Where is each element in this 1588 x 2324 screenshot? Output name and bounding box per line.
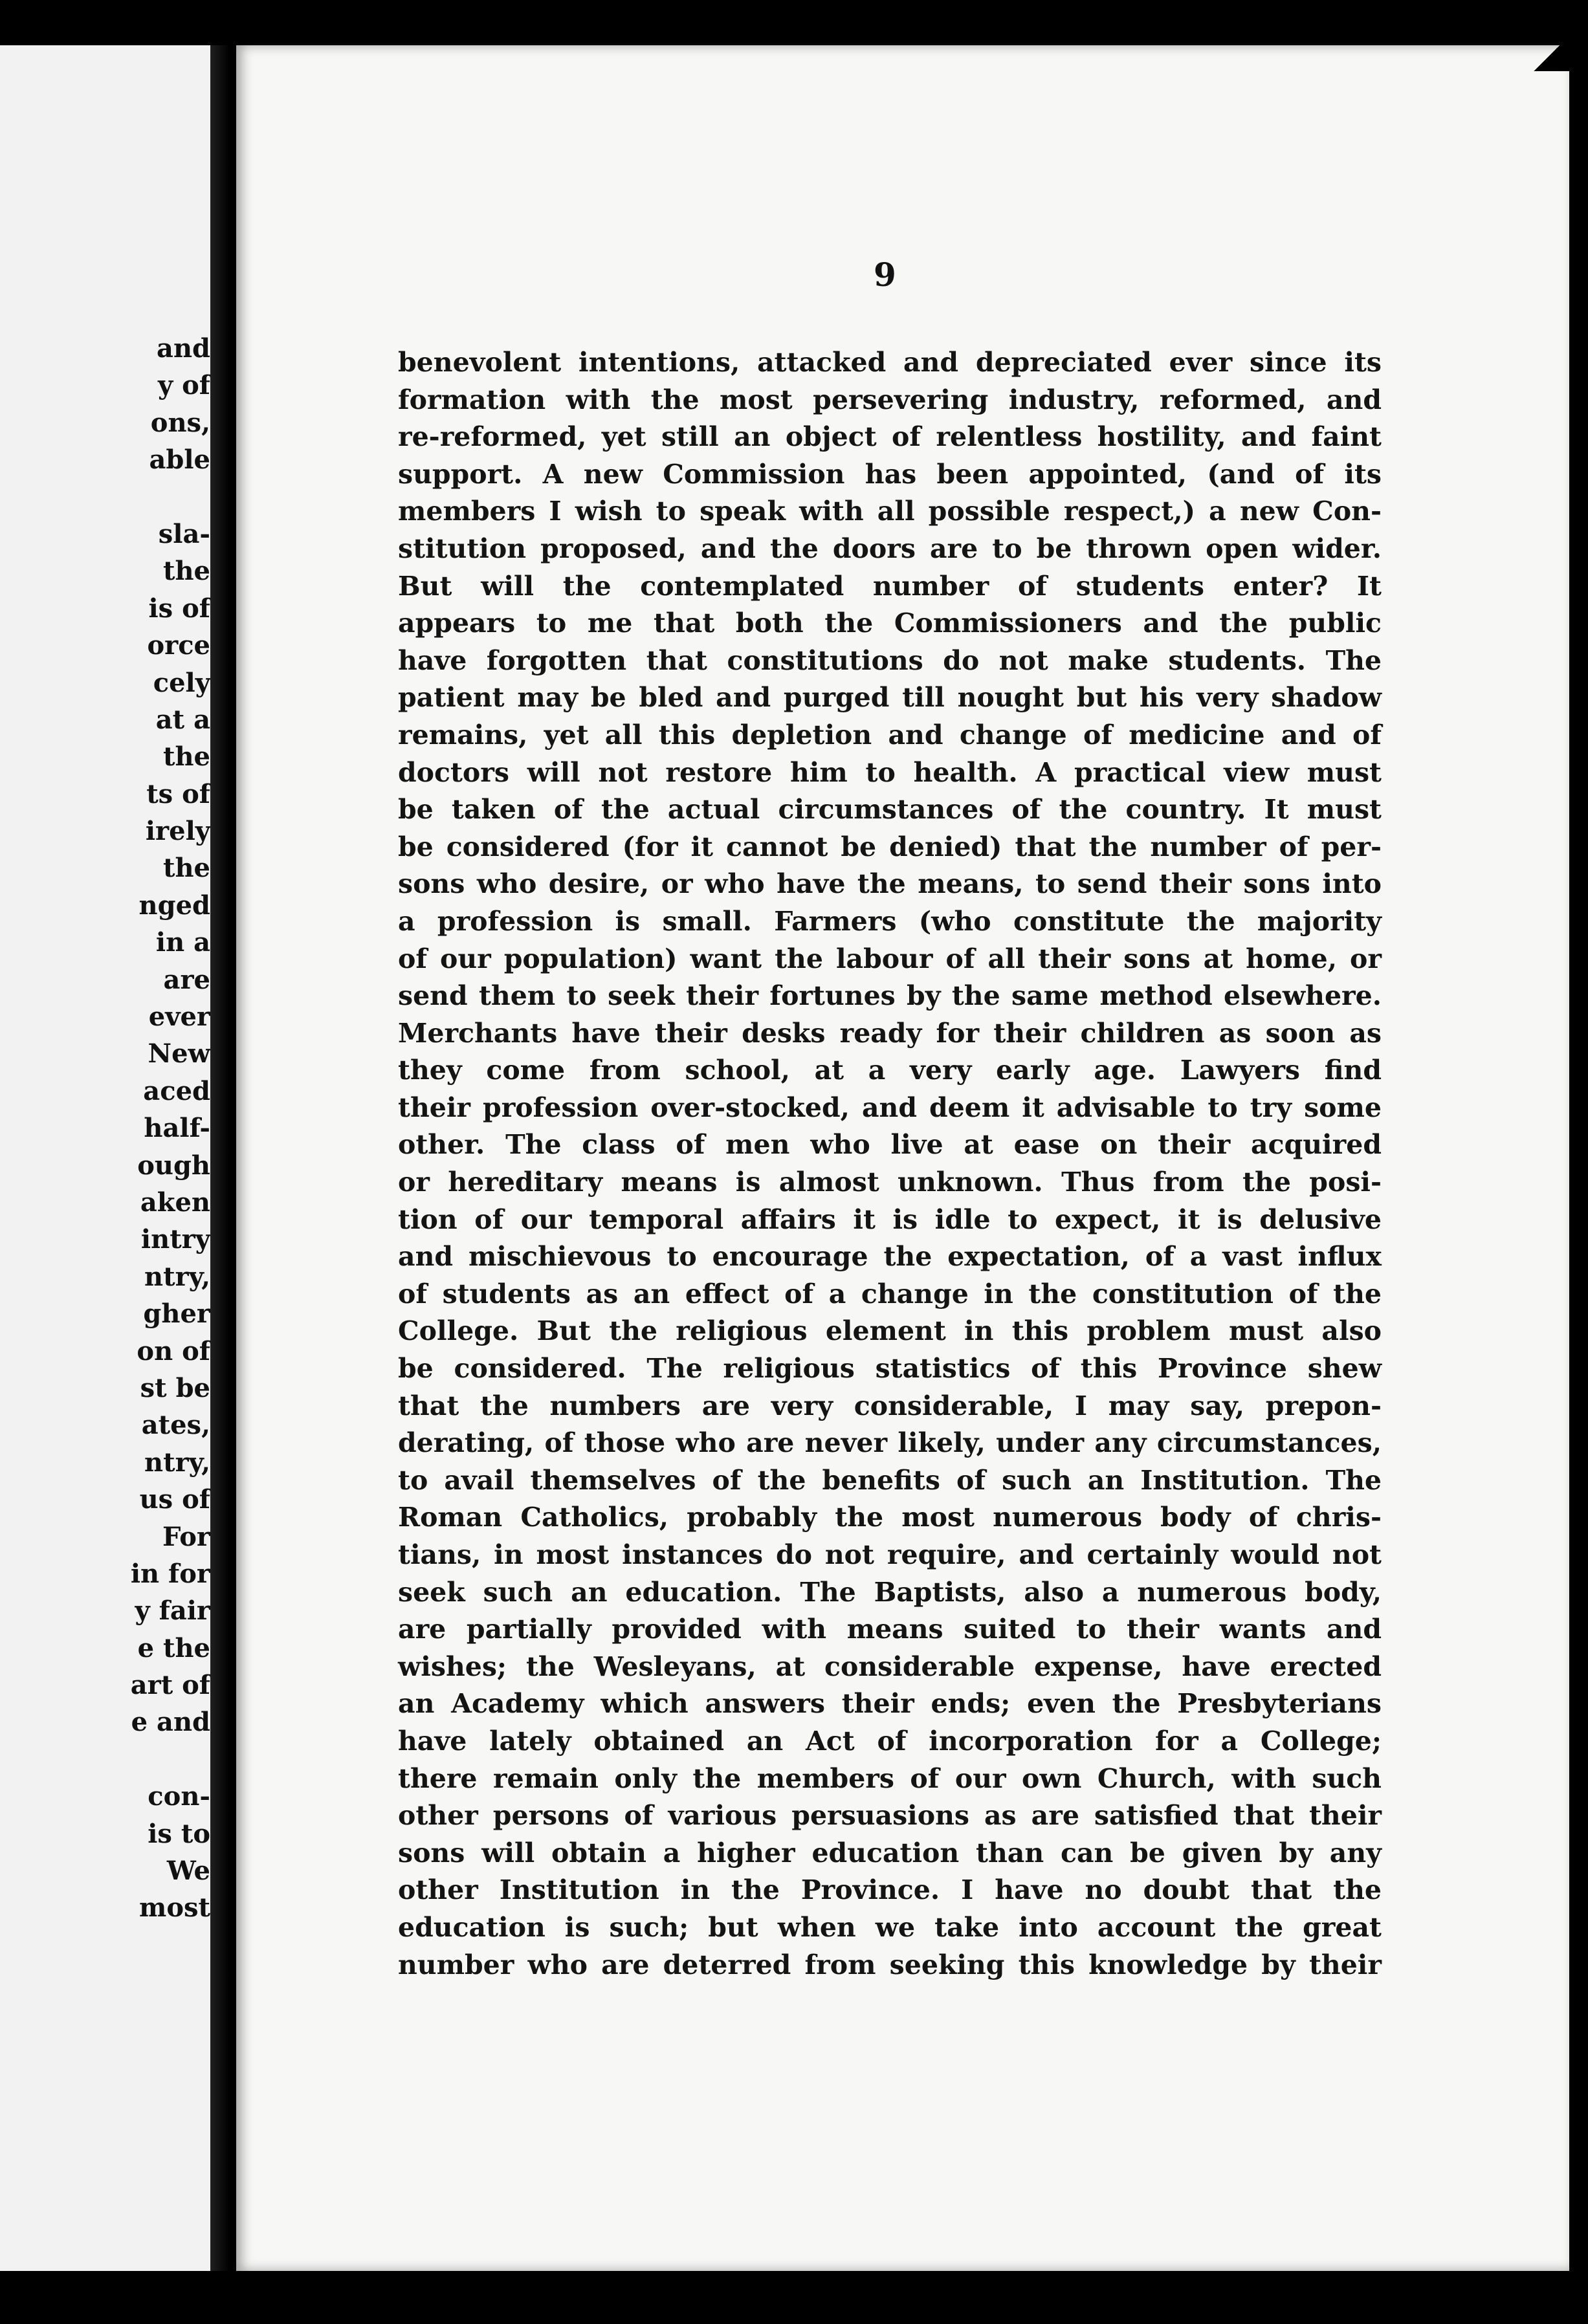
text-line: College. But the religious element in this problem must also (398, 1315, 1382, 1347)
left-fragment-line (0, 1592, 210, 1629)
text-line: support. A new Commission has been appointed, (and of its (398, 458, 1382, 490)
document-page (236, 45, 1569, 2271)
left-fragment-line (0, 850, 210, 886)
left-fragment-text: ntry, (144, 1447, 210, 1478)
left-fragment-line (0, 1852, 210, 1889)
page-corner (1524, 45, 1569, 71)
left-fragment-line (0, 1035, 210, 1072)
text-line: sons will obtain a higher education than can be given by any (398, 1837, 1382, 1869)
left-fragment-line (0, 1555, 210, 1592)
left-fragment-line (0, 1333, 210, 1370)
left-fragment-text: the (162, 556, 210, 587)
left-fragment-text: on of (137, 1335, 210, 1366)
left-fragment-text: at a (155, 704, 210, 735)
text-line: tion of our temporal affairs it is idle to expect, it is delusive (398, 1203, 1382, 1235)
text-line: Merchants have their desks ready for their children as soon as (398, 1017, 1382, 1049)
left-fragment-line (0, 1110, 210, 1146)
text-line: have forgotten that constitutions do not make students. The (398, 644, 1382, 676)
left-fragment-text: gher (143, 1299, 210, 1330)
left-fragment-line (0, 1815, 210, 1852)
text-line: a profession is small. Farmers (who constitute the majority (398, 905, 1382, 937)
left-fragment-text: ever (148, 1002, 210, 1033)
left-fragment-line (0, 1741, 210, 1778)
text-line: stitution proposed, and the doors are to be thrown open wider. (398, 532, 1382, 564)
left-fragment-text: aced (143, 1075, 210, 1106)
text-line: there remain only the members of our own Church, with such (398, 1762, 1382, 1794)
left-fragment-line (0, 441, 210, 478)
left-fragment-line (0, 924, 210, 961)
left-fragment-text: cely (153, 667, 210, 698)
text-line: appears to me that both the Commissioners and the public (398, 608, 1382, 639)
text-line: their profession over-stocked, and deem it advisable to try some (398, 1091, 1382, 1123)
text-line: or hereditary means is almost unknown. Thus from the posi- (398, 1167, 1382, 1198)
left-fragment-line (0, 1370, 210, 1407)
left-fragment-line (0, 590, 210, 627)
left-fragment-text: are (163, 964, 210, 995)
text-line: send them to seek their fortunes by the same method elsewhere. (398, 980, 1382, 1012)
left-fragment-text: in for (130, 1558, 210, 1589)
left-fragment-text: ons, (150, 407, 210, 438)
left-fragment-line (0, 1444, 210, 1481)
left-fragment-line (0, 1481, 210, 1518)
left-fragment-line (0, 1407, 210, 1443)
left-page-fragments (0, 330, 210, 1927)
left-fragment-text: ough (137, 1150, 210, 1181)
text-line: other Institution in the Province. I have no doubt that the (398, 1874, 1382, 1906)
text-line: an Academy which answers their ends; even the Presbyterians (398, 1688, 1382, 1720)
left-fragment-text: New (148, 1038, 210, 1069)
left-fragment-text: sla- (158, 518, 210, 549)
text-line: Roman Catholics, probably the most numerous body of chris- (398, 1502, 1382, 1533)
left-fragment-text: in a (155, 927, 210, 958)
text-line: sons who desire, or who have the means, to send their sons into (398, 868, 1382, 900)
left-fragment-line (0, 1184, 210, 1221)
left-fragment-line (0, 367, 210, 404)
text-line: wishes; the Wesleyans, at considerable expense, have erected (398, 1650, 1382, 1682)
left-fragment-line (0, 1295, 210, 1332)
left-fragment-text: art of (130, 1670, 210, 1701)
text-line: benevolent intentions, attacked and depreciated ever since its (398, 347, 1382, 378)
left-fragment-line (0, 1073, 210, 1110)
left-fragment-line (0, 776, 210, 813)
left-fragment-line (0, 553, 210, 589)
left-fragment-text: y of (157, 370, 210, 401)
left-fragment-text: is to (148, 1818, 210, 1849)
text-line: seek such an education. The Baptists, also a numerous body, (398, 1576, 1382, 1608)
text-line: patient may be bled and purged till nought but his very shadow (398, 682, 1382, 714)
left-fragment-line (0, 813, 210, 850)
left-fragment-text: and (157, 333, 210, 364)
left-fragment-text: aken (140, 1187, 210, 1218)
text-line: But will the contemplated number of students enter? It (398, 570, 1382, 602)
left-fragment-line (0, 1147, 210, 1184)
left-fragment-text: e the (137, 1632, 210, 1663)
left-fragment-line (0, 1704, 210, 1740)
left-fragment-text: ts of (146, 778, 210, 809)
left-fragment-line (0, 627, 210, 664)
text-line: are partially provided with means suited to their wants and (398, 1614, 1382, 1645)
left-fragment-line (0, 1258, 210, 1295)
left-fragment-text: con- (148, 1781, 210, 1812)
left-fragment-text: e and (131, 1707, 210, 1738)
left-fragment-line (0, 1518, 210, 1555)
left-fragment-line (0, 1889, 210, 1926)
left-fragment-line (0, 664, 210, 701)
left-fragment-text: the (162, 741, 210, 773)
text-line: derating, of those who are never likely, under any circumstances, (398, 1427, 1382, 1459)
text-line: be considered (for it cannot be denied) that the number of per- (398, 831, 1382, 862)
left-fragment-line (0, 1778, 210, 1815)
left-fragment-line (0, 738, 210, 775)
text-line: other. The class of men who live at ease on their acquired (398, 1129, 1382, 1161)
text-line: and mischievous to encourage the expectation, of a vast influx (398, 1241, 1382, 1273)
left-fragment-line (0, 701, 210, 738)
text-line: formation with the most persevering industry, reformed, and (398, 384, 1382, 415)
left-fragment-text: ntry, (144, 1261, 210, 1292)
text-line: of our population) want the labour of all their sons at home, or (398, 943, 1382, 974)
text-line: doctors will not restore him to health. A practical view must (398, 756, 1382, 788)
text-line: tians, in most instances do not require, and certainly would not (398, 1539, 1382, 1570)
left-fragment-text: intry (140, 1224, 210, 1255)
left-fragment-text: ates, (141, 1410, 210, 1441)
adjacent-left-page (0, 45, 210, 2271)
text-line: to avail themselves of the benefits of such an Institution. The (398, 1464, 1382, 1496)
left-fragment-text: irely (145, 816, 210, 847)
text-line: of students as an effect of a change in the constitution of the (398, 1278, 1382, 1310)
left-fragment-line (0, 479, 210, 516)
left-fragment-line (0, 961, 210, 998)
text-line: that the numbers are very considerable, I may say, prepon- (398, 1390, 1382, 1421)
left-fragment-text: st be (140, 1372, 210, 1403)
left-fragment-line (0, 887, 210, 924)
left-fragment-text: y fair (135, 1595, 210, 1627)
text-line: have lately obtained an Act of incorporation for a College; (398, 1725, 1382, 1757)
text-line: be considered. The religious statistics of this Province shew (398, 1353, 1382, 1385)
text-line: re-reformed, yet still an object of relentless hostility, and faint (398, 421, 1382, 453)
left-fragment-text: the (162, 853, 210, 884)
left-fragment-line (0, 1221, 210, 1258)
left-fragment-line (0, 1630, 210, 1667)
text-line: education is such; but when we take into account the great (398, 1911, 1382, 1943)
left-fragment-text: nged (138, 890, 210, 921)
text-line: remains, yet all this depletion and change of medicine and of (398, 719, 1382, 751)
left-fragment-line (0, 516, 210, 553)
text-line: other persons of various persuasions as are satisfied that their (398, 1800, 1382, 1832)
text-line: number who are deterred from seeking this knowledge by their (398, 1949, 1382, 1980)
left-fragment-text: We (166, 1856, 210, 1887)
body-text (398, 344, 1382, 1984)
text-line: be taken of the actual circumstances of the country. It must (398, 794, 1382, 826)
text-line: they come from school, at a very early age. Lawyers find (398, 1055, 1382, 1086)
left-fragment-line (0, 330, 210, 367)
left-fragment-text: most (139, 1892, 210, 1924)
left-fragment-line (0, 1667, 210, 1704)
left-fragment-line (0, 404, 210, 441)
left-fragment-text: able (149, 444, 210, 476)
left-fragment-text: is of (148, 593, 210, 624)
text-line: members I wish to speak with all possible respect,) a new Con- (398, 496, 1382, 527)
left-fragment-line (0, 998, 210, 1035)
left-fragment-text: us of (139, 1484, 210, 1515)
left-fragment-text: orce (147, 630, 210, 661)
page-number: 9 (874, 256, 896, 294)
left-fragment-text: For (162, 1521, 210, 1552)
left-fragment-text: half- (144, 1113, 210, 1144)
